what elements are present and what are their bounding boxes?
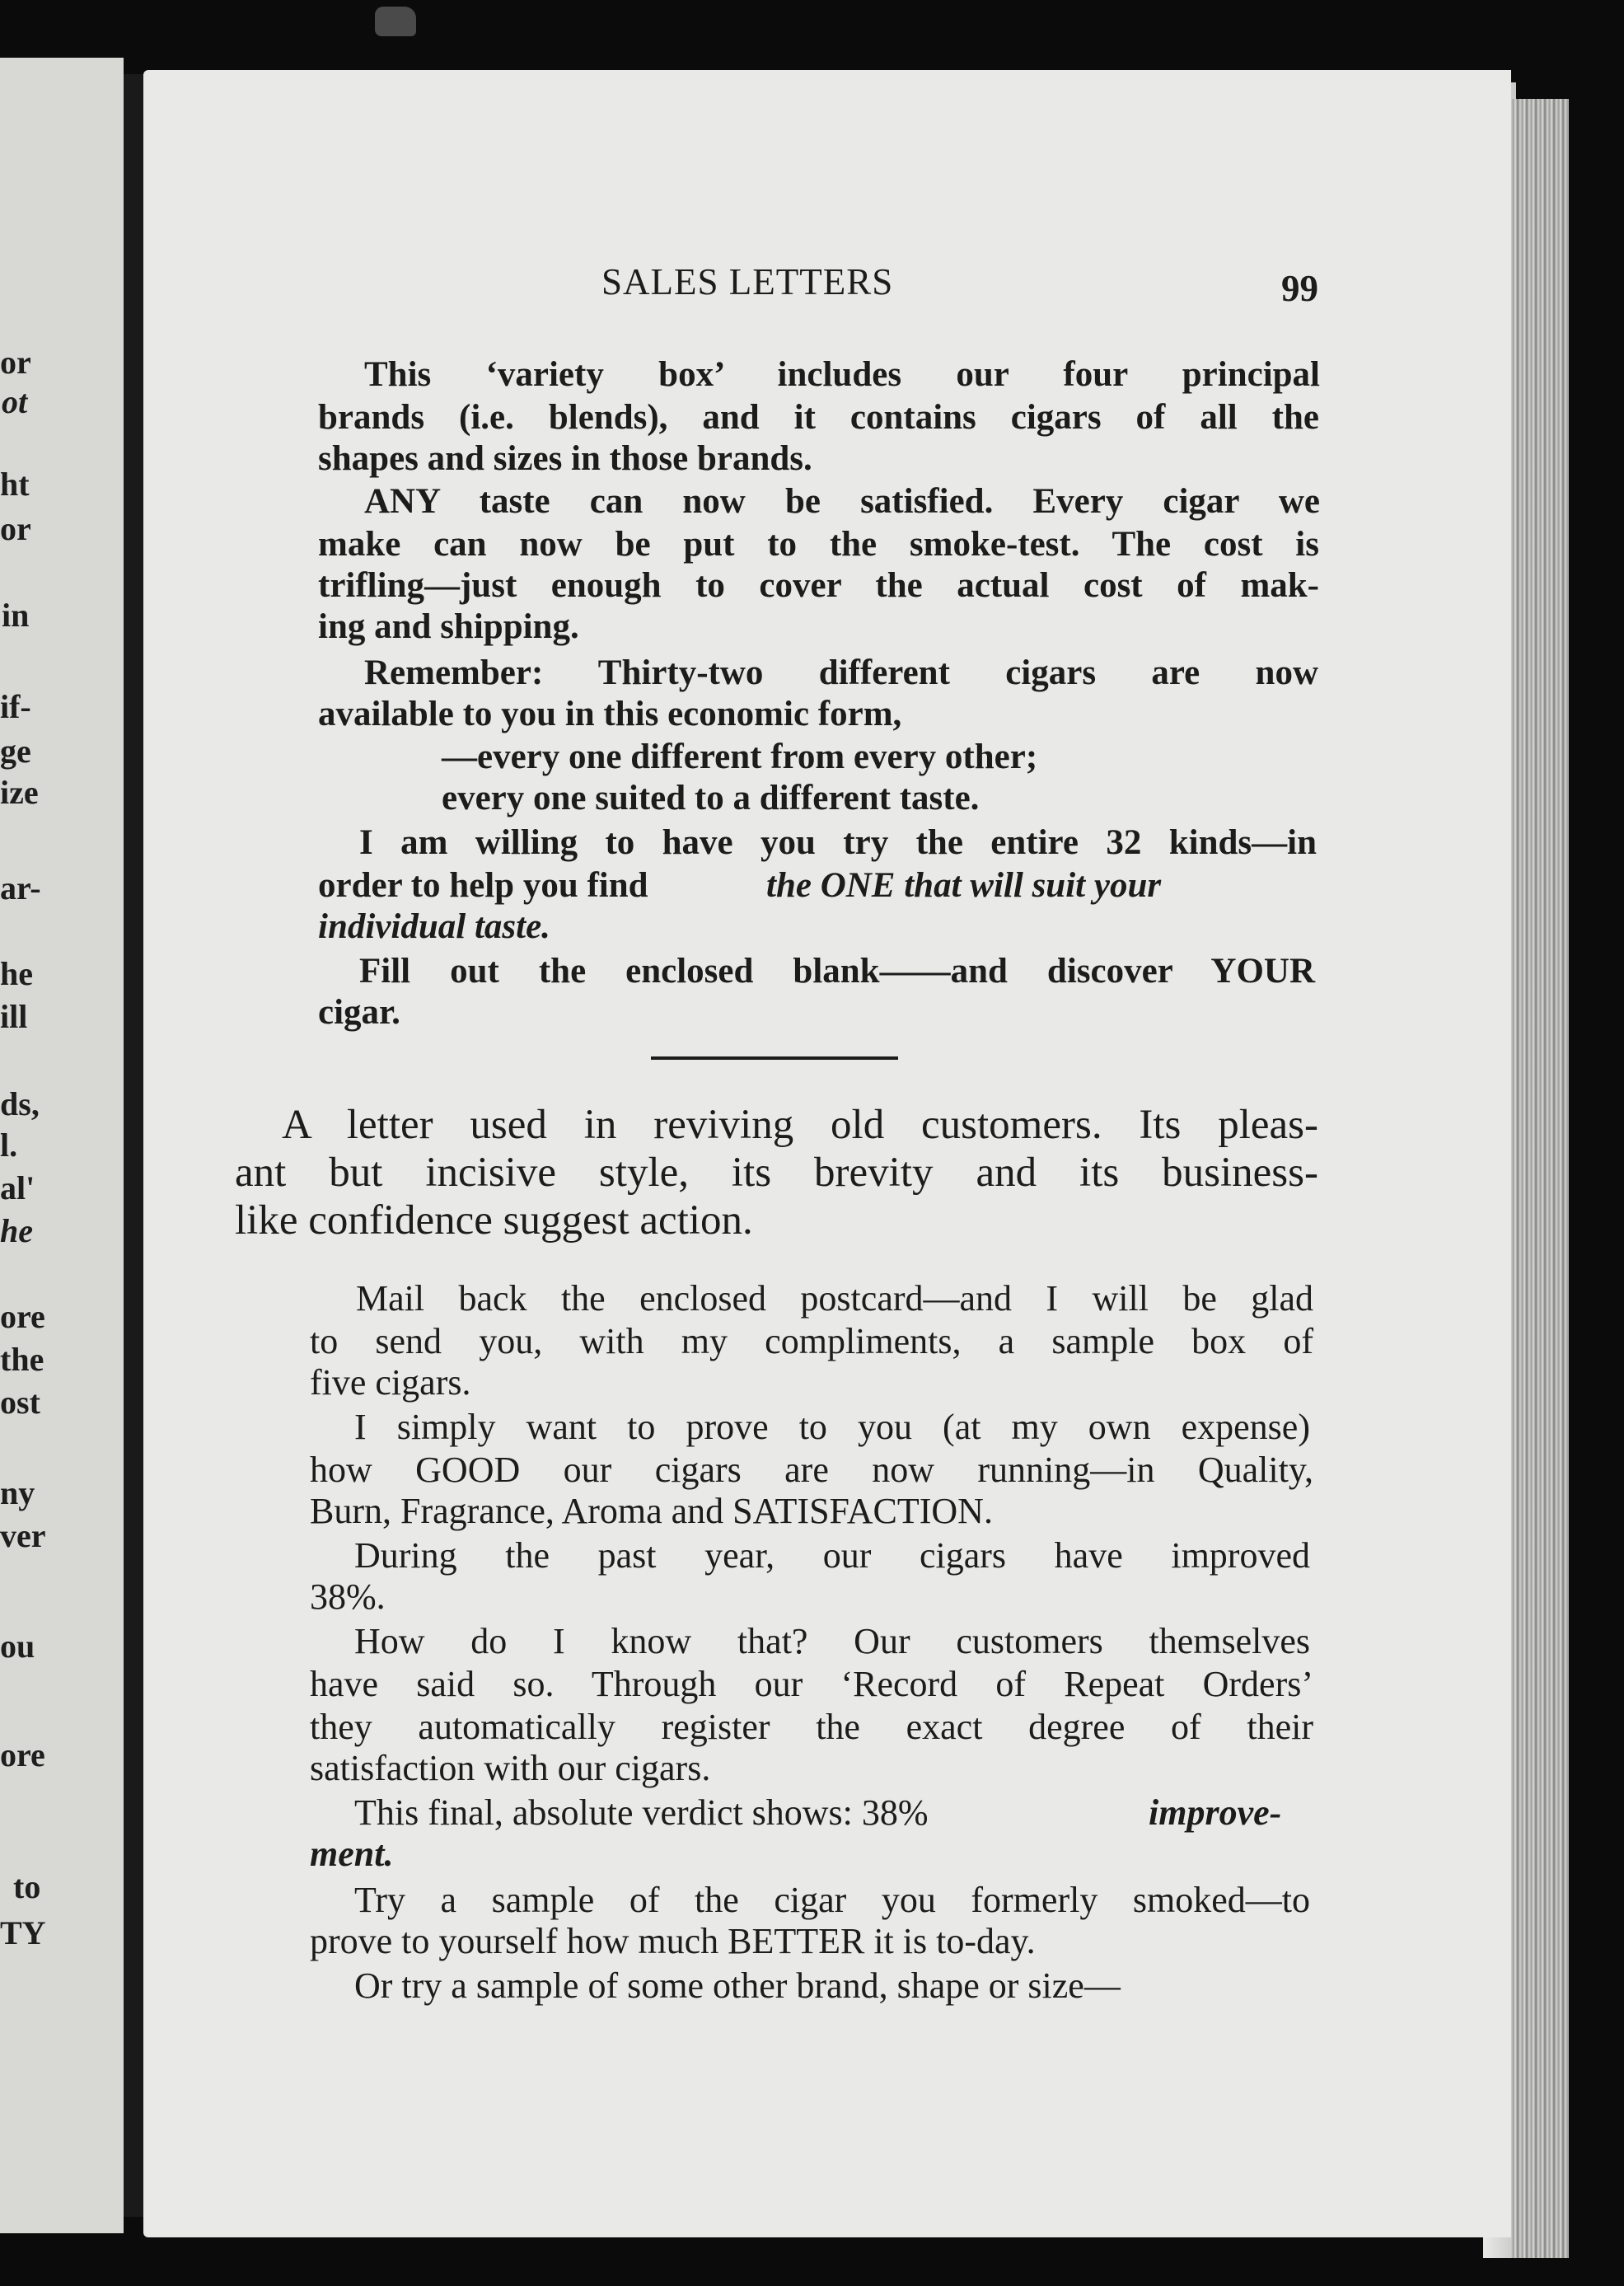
left-page-fragment: if- — [0, 688, 31, 725]
left-page-fragment: ny — [0, 1474, 35, 1511]
letter-line-emphasis: ment. — [310, 1834, 394, 1874]
letter-line: ANY taste can now be satisfied. Every cigar we — [364, 482, 1320, 521]
letter-line: cigar. — [318, 993, 400, 1032]
letter-line: brands (i.e. blends), and it contains cigars of all the — [318, 398, 1319, 437]
letter-line: I simply want to prove to you (at my own expense) — [354, 1407, 1310, 1447]
letter-line: This ‘variety box’ includes our four principal — [364, 355, 1320, 394]
letter-line: how GOOD our cigars are now running—in Quality, — [310, 1450, 1313, 1490]
left-page-fragment: the — [0, 1341, 44, 1378]
letter-line: Mail back the enclosed postcard—and I will be glad — [356, 1278, 1313, 1319]
left-page-fragment: ot — [2, 383, 28, 420]
left-page-fragment: ou — [0, 1628, 35, 1665]
left-facing-page — [0, 58, 124, 2233]
left-page-fragment: l. — [0, 1127, 18, 1164]
left-page-fragment: TY — [0, 1914, 46, 1951]
letter-line: During the past year, our cigars have improved — [354, 1535, 1310, 1576]
left-page-fragment: ge — [0, 733, 31, 770]
letter-line: Fill out the enclosed blank——and discover YOUR — [359, 952, 1315, 991]
left-page-fragment: al' — [0, 1169, 35, 1206]
letter-line: five cigars. — [310, 1362, 471, 1403]
letter-line: trifling—just enough to cover the actual cost of mak- — [318, 566, 1319, 605]
left-page-fragment: or — [0, 344, 31, 381]
letter-line: to send you, with my compliments, a sample box of — [310, 1321, 1313, 1361]
letter-line-emphasis: individual taste. — [318, 907, 550, 946]
left-page-fragment: ore — [0, 1736, 45, 1773]
page-number: 99 — [1281, 268, 1318, 309]
left-page-fragment: to — [13, 1868, 41, 1905]
letter-line: have said so. Through our ‘Record of Repeat Orders’ — [310, 1664, 1313, 1704]
letter-line: make can now be put to the smoke-test. The cost is — [318, 525, 1319, 564]
left-page-fragment: ht — [0, 466, 30, 503]
letter-line: ing and shipping. — [318, 607, 579, 646]
commentary-line: like confidence suggest action. — [235, 1197, 753, 1244]
letter-line: Or try a sample of some other brand, shape or size— — [354, 1965, 1121, 2006]
left-page-fragment: in — [2, 597, 30, 634]
ink-blot — [375, 7, 416, 36]
section-divider — [651, 1056, 898, 1060]
letter-line-emphasis: the ONE that will suit your — [766, 866, 1162, 905]
letter-line: available to you in this economic form, — [318, 695, 902, 733]
left-page-fragment: ost — [0, 1384, 40, 1421]
left-page-fragment: ize — [0, 774, 39, 811]
commentary-line: ant but incisive style, its brevity and its business- — [235, 1150, 1318, 1196]
letter-line: —every one different from every other; — [442, 738, 1038, 776]
left-page-fragment: ore — [0, 1298, 45, 1335]
letter-line: they automatically register the exact degree of their — [310, 1707, 1313, 1747]
left-page-fragment: ds, — [0, 1085, 40, 1122]
left-page-fragment: ver — [0, 1517, 46, 1554]
letter-line: shapes and sizes in those brands. — [318, 439, 812, 478]
left-page-fragment: he — [0, 955, 33, 992]
letter-line: This final, absolute verdict shows: 38% — [354, 1792, 929, 1833]
letter-line-emphasis: improve- — [1149, 1792, 1282, 1833]
page-stack-edge — [1511, 99, 1569, 2258]
letter-line: I am willing to have you try the entire 32 kinds—in — [359, 823, 1317, 862]
letter-line: 38%. — [310, 1576, 386, 1617]
left-page-fragment: he — [0, 1212, 33, 1249]
left-page-fragment: ar- — [0, 869, 41, 906]
letter-line: Try a sample of the cigar you formerly smoked—to — [354, 1880, 1310, 1920]
letter-line: prove to yourself how much BETTER it is to-day. — [310, 1921, 1036, 1961]
letter-line: every one suited to a different taste. — [442, 779, 980, 817]
left-page-fragment: ill — [0, 998, 28, 1035]
running-head: SALES LETTERS — [601, 261, 894, 302]
letter-line: order to help you find — [318, 866, 648, 905]
letter-line: How do I know that? Our customers themselves — [354, 1621, 1310, 1661]
book-binding — [124, 74, 143, 2217]
letter-line: Remember: Thirty-two different cigars are now — [364, 653, 1318, 692]
left-page-fragment: or — [0, 510, 31, 547]
letter-line: satisfaction with our cigars. — [310, 1748, 711, 1788]
commentary-line: A letter used in reviving old customers. Its pleas- — [282, 1102, 1318, 1148]
letter-line: Burn, Fragrance, Aroma and SATISFACTION. — [310, 1491, 993, 1531]
